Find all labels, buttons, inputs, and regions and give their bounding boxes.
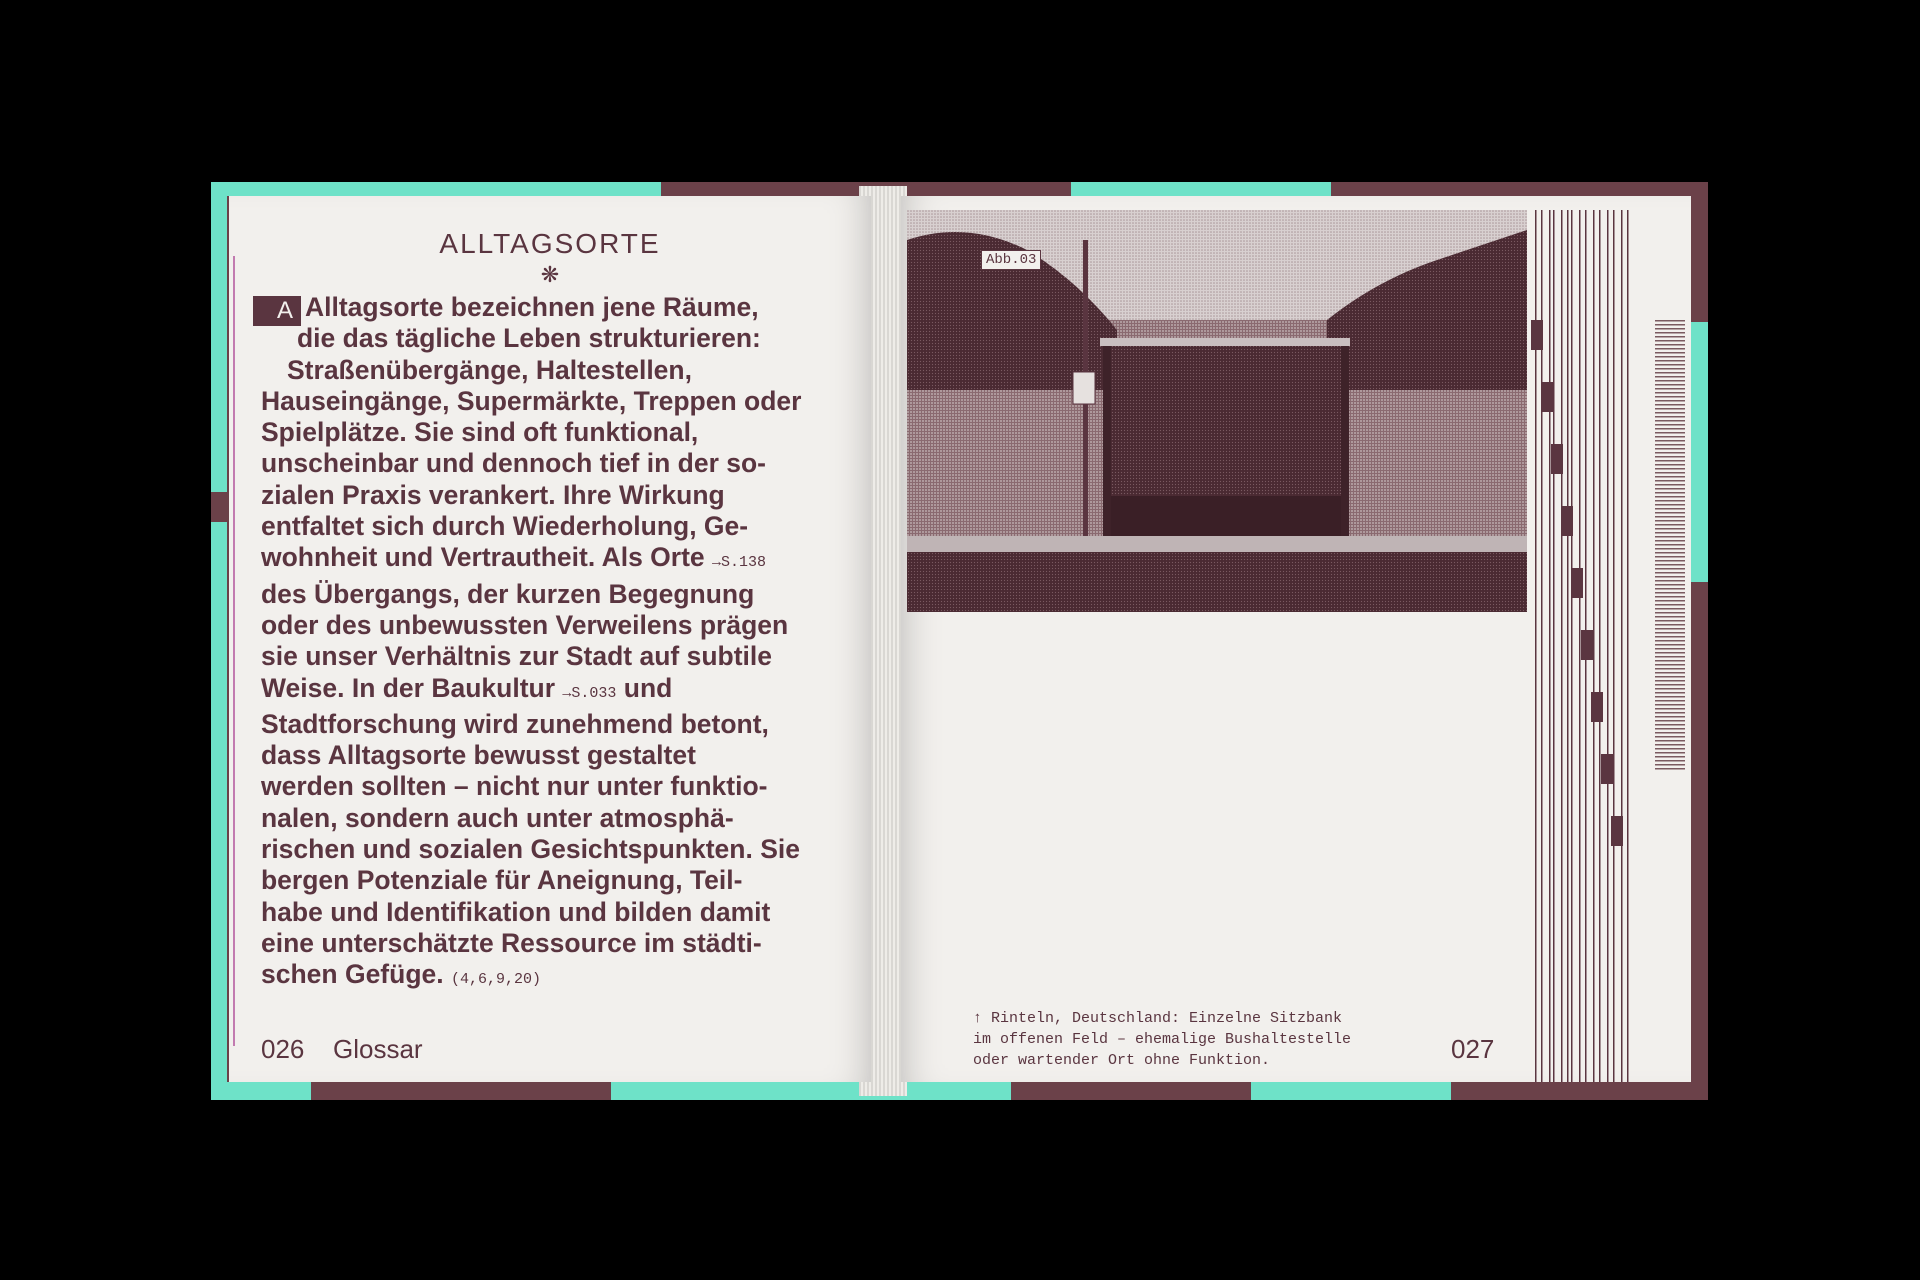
entry-heading: ALLTAGSORTE bbox=[439, 228, 661, 259]
paragraph-line bbox=[261, 641, 821, 672]
paragraph-line bbox=[261, 897, 821, 928]
edge-hatch bbox=[1655, 388, 1685, 390]
paragraph-line bbox=[261, 803, 821, 834]
edge-hatch bbox=[1655, 632, 1685, 634]
edge-hatch bbox=[1655, 620, 1685, 622]
paragraph-line bbox=[261, 740, 821, 771]
edge-hatch bbox=[1655, 600, 1685, 602]
edge-hatch bbox=[1655, 588, 1685, 590]
edge-hatch bbox=[1655, 704, 1685, 706]
edge-line bbox=[1621, 210, 1623, 1082]
edge-line bbox=[1549, 210, 1551, 1082]
edge-hatch bbox=[1655, 320, 1685, 322]
edge-hatch bbox=[1655, 740, 1685, 742]
edge-hatch bbox=[1655, 528, 1685, 530]
edge-hatch bbox=[1655, 336, 1685, 338]
edge-hatch bbox=[1655, 640, 1685, 642]
edge-hatch bbox=[1655, 424, 1685, 426]
open-book bbox=[211, 182, 1708, 1100]
edge-hatch bbox=[1655, 612, 1685, 614]
edge-block bbox=[1571, 568, 1583, 598]
caption-line: oder wartender Ort ohne Funktion. bbox=[973, 1052, 1271, 1069]
edge-hatch bbox=[1655, 460, 1685, 462]
bus-shelter-photo bbox=[907, 210, 1527, 612]
edge-hatch bbox=[1655, 472, 1685, 474]
page-edge-pattern bbox=[1527, 210, 1687, 1082]
paragraph-text: oder des unbewussten Verweilens prägen bbox=[261, 609, 789, 640]
paragraph-text: wohnheit und Vertrautheit. Als Orte bbox=[261, 542, 705, 573]
edge-hatch bbox=[1655, 516, 1685, 518]
paragraph-text: die das tägliche Leben strukturieren: bbox=[297, 323, 761, 354]
edge-hatch bbox=[1655, 452, 1685, 454]
edge-hatch bbox=[1655, 496, 1685, 498]
edge-hatch bbox=[1655, 368, 1685, 370]
edge-hatch bbox=[1655, 744, 1685, 746]
paragraph-line bbox=[261, 579, 821, 610]
edge-hatch bbox=[1655, 748, 1685, 750]
edge-hatch bbox=[1655, 508, 1685, 510]
page-number-right: 027 bbox=[1451, 1034, 1495, 1064]
edge-hatch bbox=[1655, 412, 1685, 414]
edge-hatch bbox=[1655, 480, 1685, 482]
ornament: ❋ bbox=[540, 262, 560, 287]
paragraph-text: unscheinbar und dennoch tief in der so- bbox=[261, 448, 767, 479]
edge-hatch bbox=[1655, 584, 1685, 586]
paragraph-text: sie unser Verhältnis zur Stadt auf subtile bbox=[261, 641, 772, 672]
edge-hatch bbox=[1655, 656, 1685, 658]
edge-hatch bbox=[1655, 572, 1685, 574]
edge-line bbox=[1607, 210, 1609, 1082]
figure-label: Abb.03 bbox=[981, 250, 1041, 270]
edge-hatch bbox=[1655, 696, 1685, 698]
edge-hatch bbox=[1655, 352, 1685, 354]
edge-hatch bbox=[1655, 732, 1685, 734]
edge-hatch bbox=[1655, 324, 1685, 326]
edge-hatch bbox=[1655, 624, 1685, 626]
cover-accent bbox=[611, 1082, 1011, 1100]
cover-accent bbox=[211, 182, 661, 196]
paragraph-text: Hauseingänge, Supermärkte, Treppen oder bbox=[261, 385, 802, 416]
paragraph-text: Spielplätze. Sie sind oft funktional, bbox=[261, 417, 699, 448]
edge-hatch bbox=[1655, 576, 1685, 578]
edge-hatch bbox=[1655, 752, 1685, 754]
edge-hatch bbox=[1655, 420, 1685, 422]
edge-hatch bbox=[1655, 700, 1685, 702]
photo-image bbox=[907, 210, 1527, 612]
edge-hatch bbox=[1655, 484, 1685, 486]
edge-hatch bbox=[1655, 552, 1685, 554]
edge-hatch bbox=[1655, 444, 1685, 446]
edge-hatch bbox=[1655, 348, 1685, 350]
edge-block bbox=[1561, 506, 1573, 536]
edge-hatch bbox=[1655, 568, 1685, 570]
edge-hatch bbox=[1655, 416, 1685, 418]
cover-accent bbox=[211, 182, 227, 492]
edge-hatch bbox=[1655, 548, 1685, 550]
cover-accent bbox=[1251, 1082, 1451, 1100]
edge-hatch bbox=[1655, 720, 1685, 722]
edge-line bbox=[1567, 210, 1569, 1082]
edge-hatch bbox=[1655, 396, 1685, 398]
paragraph-text: eine unterschätzte Ressource im städti- bbox=[261, 927, 762, 958]
paragraph-text: rischen und sozialen Gesichtspunkten. Sie bbox=[261, 834, 800, 865]
edge-line bbox=[1599, 210, 1601, 1082]
edge-hatch bbox=[1655, 668, 1685, 670]
edge-hatch bbox=[1655, 328, 1685, 330]
edge-hatch bbox=[1655, 708, 1685, 710]
edge-hatch bbox=[1655, 648, 1685, 650]
paragraph-text: dass Alltagsorte bewusst gestaltet bbox=[261, 740, 696, 771]
edge-hatch bbox=[1655, 468, 1685, 470]
edge-line bbox=[1553, 210, 1555, 1082]
paragraph-text: entfaltet sich durch Wiederholung, Ge- bbox=[261, 511, 749, 542]
edge-hatch bbox=[1655, 596, 1685, 598]
edge-hatch bbox=[1655, 492, 1685, 494]
edge-hatch bbox=[1655, 524, 1685, 526]
edge-block bbox=[1541, 382, 1553, 412]
paragraph-line bbox=[261, 448, 821, 479]
paragraph-line bbox=[261, 959, 821, 995]
edge-hatch bbox=[1655, 408, 1685, 410]
paragraph-text: schen Gefüge. bbox=[261, 959, 444, 990]
entry-paragraph bbox=[261, 292, 821, 996]
edge-hatch bbox=[1655, 380, 1685, 382]
cover-accent bbox=[211, 522, 227, 1100]
edge-hatch bbox=[1655, 500, 1685, 502]
paragraph-line bbox=[261, 771, 821, 802]
edge-hatch bbox=[1655, 768, 1685, 770]
edge-hatch bbox=[1655, 664, 1685, 666]
edge-hatch bbox=[1655, 520, 1685, 522]
paragraph-line bbox=[261, 834, 821, 865]
paragraph-line bbox=[261, 928, 821, 959]
edge-hatch bbox=[1655, 672, 1685, 674]
paragraph-text: werden sollten – nicht nur unter funktio- bbox=[261, 771, 768, 802]
edge-hatch bbox=[1655, 464, 1685, 466]
edge-hatch bbox=[1655, 360, 1685, 362]
edge-hatch bbox=[1655, 608, 1685, 610]
edge-hatch bbox=[1655, 636, 1685, 638]
edge-hatch bbox=[1655, 432, 1685, 434]
page-number-left: 026 bbox=[261, 1034, 305, 1064]
edge-hatch bbox=[1655, 448, 1685, 450]
alphabet-marker: A bbox=[253, 296, 301, 326]
edge-hatch bbox=[1655, 680, 1685, 682]
edge-hatch bbox=[1655, 436, 1685, 438]
edge-hatch bbox=[1655, 616, 1685, 618]
edge-line bbox=[1571, 210, 1573, 1082]
edge-block bbox=[1531, 320, 1543, 350]
edge-hatch bbox=[1655, 764, 1685, 766]
edge-hatch bbox=[1655, 692, 1685, 694]
page-reference: →S.033 bbox=[562, 684, 617, 702]
edge-line bbox=[1613, 210, 1615, 1082]
edge-hatch bbox=[1655, 476, 1685, 478]
paragraph-text: des Übergangs, der kurzen Begegnung bbox=[261, 578, 755, 609]
edge-hatch bbox=[1655, 712, 1685, 714]
paragraph-line bbox=[261, 542, 821, 578]
edge-hatch bbox=[1655, 440, 1685, 442]
edge-hatch bbox=[1655, 364, 1685, 366]
caption-line: ↑ Rinteln, Deutschland: Einzelne Sitzbank bbox=[973, 1010, 1343, 1027]
paragraph-text: bergen Potenziale für Aneignung, Teil- bbox=[261, 865, 743, 896]
edge-line bbox=[1593, 210, 1595, 1082]
paragraph-line bbox=[261, 610, 821, 641]
paragraph-text: Weise. In der Baukultur bbox=[261, 672, 556, 703]
edge-hatch bbox=[1655, 376, 1685, 378]
page-edge-rule bbox=[233, 256, 235, 1046]
cover-accent bbox=[1071, 182, 1331, 196]
paragraph-text: zialen Praxis verankert. Ihre Wirkung bbox=[261, 479, 725, 510]
edge-hatch bbox=[1655, 728, 1685, 730]
edge-hatch bbox=[1655, 512, 1685, 514]
edge-hatch bbox=[1655, 544, 1685, 546]
edge-hatch bbox=[1655, 580, 1685, 582]
edge-hatch bbox=[1655, 556, 1685, 558]
edge-hatch bbox=[1655, 536, 1685, 538]
edge-hatch bbox=[1655, 564, 1685, 566]
edge-hatch bbox=[1655, 660, 1685, 662]
edge-line bbox=[1561, 210, 1563, 1082]
caption-line: im offenen Feld – ehemalige Bushaltestelle bbox=[973, 1031, 1352, 1048]
edge-block bbox=[1551, 444, 1563, 474]
edge-hatch bbox=[1655, 716, 1685, 718]
paragraph-text: nalen, sondern auch unter atmosphä- bbox=[261, 802, 734, 833]
edge-line bbox=[1627, 210, 1629, 1082]
paragraph-text: und bbox=[623, 672, 673, 703]
edge-hatch bbox=[1655, 676, 1685, 678]
edge-hatch bbox=[1655, 756, 1685, 758]
edge-hatch bbox=[1655, 736, 1685, 738]
edge-line bbox=[1579, 210, 1581, 1082]
paragraph-text: habe und Identifikation und bilden damit bbox=[261, 896, 771, 927]
paragraph-text: Straßenübergänge, Haltestellen, bbox=[287, 354, 692, 385]
page-reference: →S.138 bbox=[712, 554, 767, 572]
paragraph-line bbox=[261, 480, 821, 511]
edge-hatch bbox=[1655, 504, 1685, 506]
page-reference: (4,6,9,20) bbox=[450, 971, 541, 989]
edge-hatch bbox=[1655, 404, 1685, 406]
edge-hatch bbox=[1655, 644, 1685, 646]
figure-caption bbox=[973, 1008, 1433, 1071]
edge-hatch bbox=[1655, 688, 1685, 690]
edge-hatch bbox=[1655, 384, 1685, 386]
paragraph-line bbox=[261, 355, 821, 386]
edge-hatch bbox=[1655, 372, 1685, 374]
edge-block bbox=[1581, 630, 1593, 660]
edge-block bbox=[1601, 754, 1613, 784]
edge-hatch bbox=[1655, 684, 1685, 686]
edge-hatch bbox=[1655, 392, 1685, 394]
edge-hatch bbox=[1655, 724, 1685, 726]
edge-hatch bbox=[1655, 560, 1685, 562]
cover-accent bbox=[1689, 322, 1708, 582]
right-page bbox=[901, 196, 1691, 1082]
paragraph-line bbox=[261, 709, 821, 740]
edge-hatch bbox=[1655, 532, 1685, 534]
edge-hatch bbox=[1655, 488, 1685, 490]
edge-hatch bbox=[1655, 592, 1685, 594]
paragraph-text: Alltagsorte bezeichnen jene Räume, bbox=[305, 292, 759, 322]
edge-hatch bbox=[1655, 628, 1685, 630]
edge-hatch bbox=[1655, 540, 1685, 542]
edge-hatch bbox=[1655, 456, 1685, 458]
edge-block bbox=[1591, 692, 1603, 722]
edge-hatch bbox=[1655, 760, 1685, 762]
paragraph-line bbox=[261, 292, 821, 323]
left-page bbox=[229, 196, 871, 1082]
edge-hatch bbox=[1655, 652, 1685, 654]
paragraph-line bbox=[261, 417, 821, 448]
paragraph-line bbox=[261, 386, 821, 417]
edge-hatch bbox=[1655, 604, 1685, 606]
edge-hatch bbox=[1655, 356, 1685, 358]
edge-block bbox=[1611, 816, 1623, 846]
edge-hatch bbox=[1655, 400, 1685, 402]
paragraph-line bbox=[261, 511, 821, 542]
paragraph-text: Stadtforschung wird zunehmend betont, bbox=[261, 708, 769, 739]
edge-hatch bbox=[1655, 340, 1685, 342]
paragraph-line bbox=[261, 865, 821, 896]
paragraph-line bbox=[261, 673, 821, 709]
cover-accent bbox=[211, 1082, 311, 1100]
paragraph-line bbox=[261, 323, 821, 354]
edge-hatch bbox=[1655, 428, 1685, 430]
section-name: Glossar bbox=[333, 1034, 423, 1064]
edge-hatch bbox=[1655, 344, 1685, 346]
edge-hatch bbox=[1655, 332, 1685, 334]
